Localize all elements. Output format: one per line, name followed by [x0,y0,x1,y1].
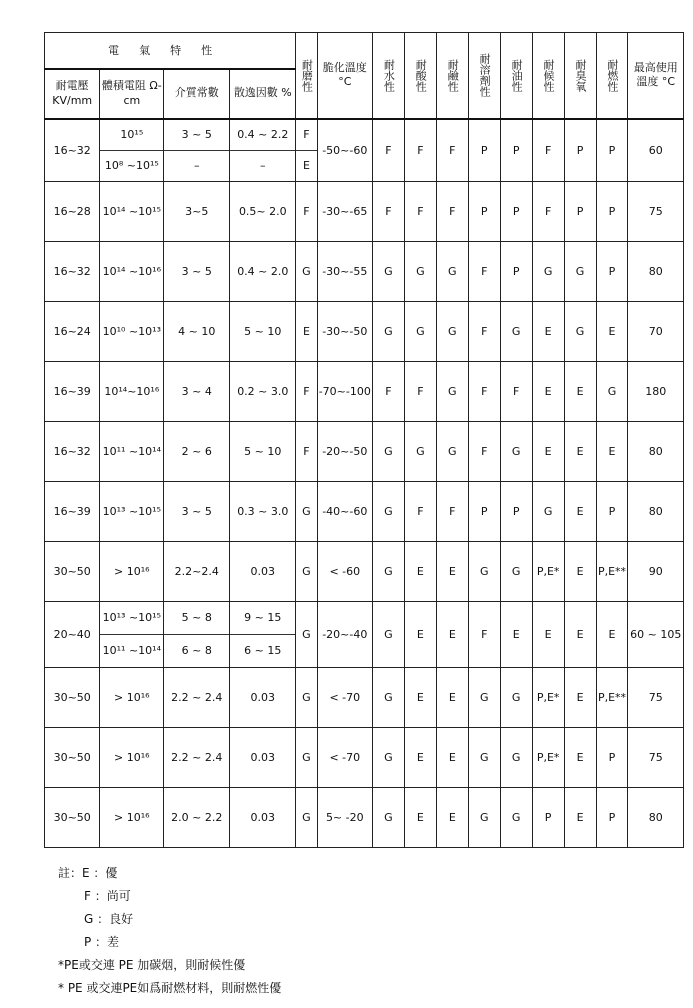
withstand-voltage-header: 耐電壓 KV/mm [45,69,100,119]
water-header: 耐水性 [372,33,404,119]
electrical-header: 電氣特性 [45,33,296,69]
cell-diss-part: 0.4 ~ 2.2 [230,120,295,151]
cell-max: 80 [628,787,684,847]
note-f: F ：尚可 [84,889,131,903]
cell-kv: 30~50 [45,541,100,601]
cell-abr: F [296,361,317,421]
cell-abr: G [296,601,317,667]
table-row [45,119,684,182]
alkali-header: 耐鹼性 [436,33,468,119]
cell-weather: E [532,421,564,481]
brittle-temp-header: 脆化溫度 °C [317,33,372,119]
cell-kv: 20~40 [45,601,100,667]
cell-water: G [372,241,404,301]
cell-res [100,119,164,182]
oil-header: 耐油性 [500,33,532,119]
cell-oil: P [500,241,532,301]
cell-acid: E [404,667,436,727]
cell-abr-part: E [302,158,310,172]
cell-water: G [372,481,404,541]
cell-solv: F [468,301,500,361]
cell-solv: G [468,727,500,787]
cell-diel-part: 3 ~ 5 [164,120,229,151]
cell-ozone: E [564,541,596,601]
solvent-header: 耐溶劑性 [468,33,500,119]
cell-weather: E [532,301,564,361]
cell-abr: F [296,421,317,481]
cell-acid: F [404,361,436,421]
cell-brit: -30~-55 [317,241,372,301]
cell-alk: E [436,727,468,787]
cell-ozone: E [564,421,596,481]
cell-oil: G [500,421,532,481]
cell-solv: P [468,181,500,241]
cell-solv: P [468,119,500,182]
cell-diss [230,601,296,667]
cell-alk: E [436,601,468,667]
cell-water: F [372,181,404,241]
table-row [45,787,684,847]
table-row [45,361,684,421]
max-temp-header: 最高使用溫度 °C [628,33,684,119]
cell-diel: 2.2 ~ 2.4 [164,727,230,787]
notes [58,862,281,1000]
cell-acid: F [404,481,436,541]
cell-max: 80 [628,421,684,481]
cell-brit: -30~-50 [317,301,372,361]
cell-diss: 0.2 ~ 3.0 [230,361,296,421]
cell-solv: F [468,361,500,421]
cell-kv: 30~50 [45,727,100,787]
cell-diel: 3 ~ 5 [164,481,230,541]
notes-label: 註： [58,866,83,880]
cell-res: 10¹⁴ ~10¹⁶ [100,241,164,301]
cell-solv: G [468,787,500,847]
cell-kv: 30~50 [45,667,100,727]
cell-flame: P [596,241,628,301]
cell-abr: E [296,301,317,361]
cell-diss: 0.3 ~ 3.0 [230,481,296,541]
cell-abr: G [296,241,317,301]
cell-water: G [372,667,404,727]
table-row [45,301,684,361]
cell-acid: E [404,541,436,601]
cell-solv: G [468,667,500,727]
cell-res: 10¹⁴ ~10¹⁵ [100,181,164,241]
cell-flame: E [596,601,628,667]
cell-brit: -20~-50 [317,421,372,481]
cell-ozone: E [564,667,596,727]
cell-acid: G [404,421,436,481]
cell-flame: G [596,361,628,421]
cell-alk: E [436,787,468,847]
cell-water: F [372,119,404,182]
cell-diss-part: – [260,158,266,172]
cell-brit: -70~-100 [317,361,372,421]
cell-diss: 0.03 [230,541,296,601]
cell-diss: 0.4 ~ 2.0 [230,241,296,301]
cell-kv: 30~50 [45,787,100,847]
cell-res [100,601,164,667]
cell-diss [230,119,296,182]
cell-brit: -20~-40 [317,601,372,667]
cell-kv: 16~28 [45,181,100,241]
cell-res: > 10¹⁶ [100,787,164,847]
cell-weather: G [532,241,564,301]
cell-abr: G [296,787,317,847]
cell-res-part: 10⁸ ~10¹⁵ [104,158,159,172]
cell-alk: G [436,421,468,481]
flame-header: 耐燃性 [596,33,628,119]
cell-max: 75 [628,667,684,727]
cell-brit: < -70 [317,727,372,787]
note-star1: *PE或交連 PE 加碳烟，則耐候性優 [58,958,246,972]
cell-water: G [372,301,404,361]
note-star2: * PE 或交連PE如爲耐燃材料，則耐燃性優 [58,981,282,995]
cell-kv: 16~39 [45,361,100,421]
cell-flame: P [596,727,628,787]
cell-alk: G [436,301,468,361]
cell-alk: F [436,481,468,541]
cell-kv: 16~32 [45,119,100,182]
cell-solv: F [468,241,500,301]
abrasion-header: 耐磨性 [296,33,317,119]
cell-max: 60 [628,119,684,182]
cell-water: G [372,727,404,787]
cell-diss: 0.03 [230,787,296,847]
cell-diel: 2.2~2.4 [164,541,230,601]
cell-res: > 10¹⁶ [100,541,164,601]
dielectric-constant-header: 介質常數 [164,69,230,119]
cell-weather: E [532,361,564,421]
cell-alk: G [436,241,468,301]
cell-weather: E [532,601,564,667]
cell-res: 10¹⁴~10¹⁶ [100,361,164,421]
cell-ozone: E [564,601,596,667]
cell-max: 80 [628,241,684,301]
cell-max: 90 [628,541,684,601]
cell-flame: P [596,481,628,541]
cell-water: G [372,541,404,601]
cell-acid: G [404,241,436,301]
cell-acid: G [404,301,436,361]
cell-res-part: 10¹³ ~10¹⁵ [100,602,163,635]
cell-ozone: G [564,241,596,301]
cell-oil: G [500,667,532,727]
cell-acid: E [404,727,436,787]
cell-diss: 0.03 [230,727,296,787]
cell-oil: F [500,361,532,421]
cell-weather: F [532,119,564,182]
cell-ozone: G [564,301,596,361]
cell-res-part: 10¹¹ ~10¹⁴ [102,643,161,657]
cell-max: 60 ~ 105 [628,601,684,667]
cell-kv: 16~24 [45,301,100,361]
cell-diss: 5 ~ 10 [230,421,296,481]
cell-diel: 3 ~ 4 [164,361,230,421]
dissipation-factor-header: 散逸因數 % [230,69,296,119]
cell-res: > 10¹⁶ [100,727,164,787]
table-row [45,481,684,541]
cell-solv: F [468,601,500,667]
cell-water: F [372,361,404,421]
cell-kv: 16~32 [45,241,100,301]
cell-water: G [372,421,404,481]
cell-oil: G [500,787,532,847]
weather-header: 耐候性 [532,33,564,119]
cell-ozone: P [564,181,596,241]
table-row [45,421,684,481]
cell-max: 75 [628,727,684,787]
cell-kv: 16~39 [45,481,100,541]
note-p: P ：差 [84,935,120,949]
cell-abr: G [296,727,317,787]
cell-diel: 3 ~ 5 [164,241,230,301]
cell-acid: F [404,119,436,182]
cell-diel: 2.2 ~ 2.4 [164,667,230,727]
cell-diss: 0.5~ 2.0 [230,181,296,241]
cell-abr-part: F [296,120,316,151]
cell-weather: P [532,787,564,847]
cell-oil: P [500,181,532,241]
cell-brit: -40~-60 [317,481,372,541]
volume-resistivity-header: 體積電阻 Ω-cm [100,69,164,119]
cell-diel [164,119,230,182]
table-row [45,727,684,787]
cell-flame: E [596,421,628,481]
cell-oil: E [500,601,532,667]
table-row [45,667,684,727]
table-row [45,601,684,667]
properties-table [44,32,684,848]
cell-abr: G [296,481,317,541]
cell-diel-part: 6 ~ 8 [181,643,212,657]
acid-header: 耐酸性 [404,33,436,119]
cell-diss: 0.03 [230,667,296,727]
cell-max: 80 [628,481,684,541]
cell-weather: P,E* [532,727,564,787]
cell-ozone: E [564,727,596,787]
cell-res: > 10¹⁶ [100,667,164,727]
cell-flame: P [596,181,628,241]
cell-oil: P [500,481,532,541]
cell-water: G [372,601,404,667]
cell-flame: P [596,119,628,182]
cell-oil: G [500,541,532,601]
cell-abr: G [296,667,317,727]
cell-brit: < -60 [317,541,372,601]
cell-max: 75 [628,181,684,241]
cell-acid: E [404,601,436,667]
cell-abr: F [296,181,317,241]
cell-weather: F [532,181,564,241]
cell-weather: G [532,481,564,541]
cell-diss-part: 9 ~ 15 [230,602,295,635]
cell-ozone: E [564,361,596,421]
cell-diel-part: – [194,158,200,172]
cell-brit: < -70 [317,667,372,727]
cell-brit: -50~-60 [317,119,372,182]
cell-oil: G [500,301,532,361]
cell-max: 70 [628,301,684,361]
cell-res: 10¹⁰ ~10¹³ [100,301,164,361]
cell-diel: 2 ~ 6 [164,421,230,481]
cell-alk: F [436,181,468,241]
table-header [45,33,684,119]
cell-res: 10¹¹ ~10¹⁴ [100,421,164,481]
cell-weather: P,E* [532,541,564,601]
cell-diss: 5 ~ 10 [230,301,296,361]
table-row [45,181,684,241]
cell-weather: P,E* [532,667,564,727]
cell-max: 180 [628,361,684,421]
cell-res: 10¹³ ~10¹⁵ [100,481,164,541]
cell-solv: F [468,421,500,481]
cell-diel: 3~5 [164,181,230,241]
cell-ozone: E [564,787,596,847]
cell-alk: G [436,361,468,421]
cell-flame: P [596,787,628,847]
cell-flame: E [596,301,628,361]
cell-res-part: 10¹⁵ [100,120,163,151]
note-e: E ：優 [82,866,118,880]
cell-diel: 4 ~ 10 [164,301,230,361]
table-body [45,119,684,848]
cell-alk: E [436,667,468,727]
cell-acid: F [404,181,436,241]
table-row [45,541,684,601]
cell-diel [164,601,230,667]
cell-solv: G [468,541,500,601]
cell-water: G [372,787,404,847]
cell-kv: 16~32 [45,421,100,481]
cell-diss-part: 6 ~ 15 [244,643,282,657]
cell-oil: G [500,727,532,787]
cell-ozone: E [564,481,596,541]
cell-brit: 5~ -20 [317,787,372,847]
cell-ozone: P [564,119,596,182]
cell-solv: P [468,481,500,541]
cell-abr: G [296,541,317,601]
cell-abr [296,119,317,182]
table-row [45,241,684,301]
cell-acid: E [404,787,436,847]
cell-diel: 2.0 ~ 2.2 [164,787,230,847]
cell-oil: P [500,119,532,182]
cell-brit: -30~-65 [317,181,372,241]
cell-flame: P,E** [596,541,628,601]
cell-flame: P,E** [596,667,628,727]
cell-diel-part: 5 ~ 8 [164,602,229,635]
note-g: G ：良好 [84,912,134,926]
cell-alk: F [436,119,468,182]
ozone-header: 耐臭氧 [564,33,596,119]
cell-alk: E [436,541,468,601]
